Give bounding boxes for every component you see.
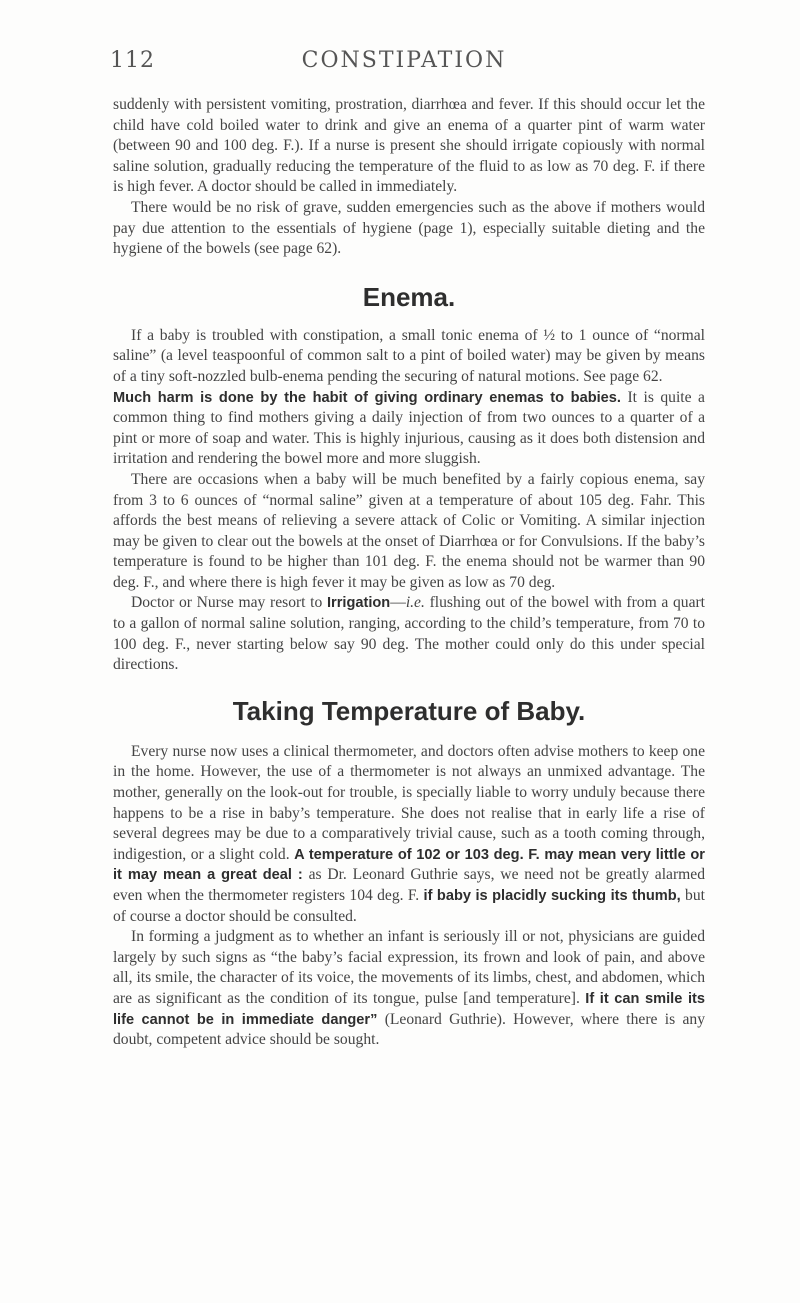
temperature-paragraph-1: Every nurse now uses a clinical thermometer, and doctors often advise mothers to keep one in the home. However, the use of a thermometer is not always an unmixed advantage. The mother, generally on the look-out for trouble, is specially liable to worry unduly because there happens to be a rise in baby’s temperature. She does not realise that in early life a rise of several degrees may be due to a comparatively trivial cause, such as a tooth coming through, indigestion, or a slight cold. A temperature of 102 or 103 deg. F. may mean very little or it may mean a great deal : as Dr. Leonard Guthrie says, we need not be greatly alarmed even when the thermometer registers 104 deg. F. if baby is placidly sucking its thumb, but of course a doctor should be consulted. (113, 742, 705, 925)
section-heading-temperature: Taking Temperature of Baby. (232, 695, 586, 726)
page-number: 112 (110, 48, 155, 73)
emphasis-text: A temperature of 102 or 103 deg. F. may mean very little or it may mean a great deal : (113, 846, 705, 884)
body-text (113, 95, 705, 1051)
enema-paragraph-3: There are occasions when a baby will be much benefited by a fairly copious enema, say from 3 to 6 ounces of “normal saline” given at a temperature of about 105 deg. Fahr. This affords the best means of relieving a severe attack of Colic or Vomiting. A similar injection may be given to clear out the bowels at the onset of Diarrhœa or for Convulsions. If the baby’s temperature is found to be higher than 101 deg. F. the enema should not be warmer than 90 deg. F., and where there is high fever it may be given as low as 70 deg. (113, 470, 705, 591)
running-head (110, 48, 698, 78)
intro-paragraph-1: suddenly with persistent vomiting, prostration, diarrhœa and fever. If this should occur let the child have cold boiled water to drink and give an enema of a quarter pint of warm water (between 90 and 100 deg. F.). If a nurse is present she should irrigate copiously with normal saline solution, gradually reducing the temperature of the fluid to as low as 70 deg. F. if there is high fever. A doctor should be called in immediately. (113, 96, 706, 196)
enema-paragraph-4: Doctor or Nurse may resort to Irrigation—i.e. flushing out of the bowel with from a quart to a gallon of normal saline solution, ranging, according to the child’s temperature, from 70 to 100 deg. F., never starting below say 90 deg. The mother could only do this under special directions. (113, 594, 706, 674)
enema-paragraph-1: If a baby is troubled with constipation, a small tonic enema of ½ to 1 ounce of “normal saline” (a level teaspoonful of common salt to a pint of boiled water) may be given by means of a tiny soft-nozzled bulb-enema pending the securing of natural motions. See page 62. (113, 326, 705, 385)
emphasis-text: Much harm is done by the habit of giving ordinary enemas to babies. (113, 389, 621, 406)
temperature-paragraph-2: In forming a judgment as to whether an infant is seriously ill or not, physicians are guided largely by such signs as “the baby’s facial expression, its frown and look of pain, and above all, its smile, the character of its voice, the movements of its limbs, chest, and abdomen, which are as significant as the condition of its tongue, pulse [and temperature]. If it can smile its life cannot be in immediate danger” (Leonard Guthrie). However, where there is any doubt, competent advice should be sought. (113, 928, 705, 1049)
intro-paragraph-2: There would be no risk of grave, sudden emergencies such as the above if mothers would pay due attention to the essentials of hygiene (page 1), especially suitable dieting and the hygiene of the bowels (see page 62). (113, 198, 705, 258)
enema-paragraph-2: Much harm is done by the habit of giving ordinary enemas to babies. It is quite a common thing to find mothers giving a daily injection of from two ounces to a quarter of a pint or more of soap and water. This is highly injurious, causing as it does both distension and irritation and rendering the bowel more and more sluggish. (113, 388, 705, 468)
emphasis-text: If it can smile its life cannot be in immediate danger” (113, 990, 705, 1028)
chapter-title: CONSTIPATION (301, 48, 507, 73)
emphasis-text: if baby is placidly sucking its thumb, (423, 888, 681, 904)
section-heading-enema: Enema. (362, 281, 456, 312)
emphasis-text: Irrigation (326, 595, 391, 612)
